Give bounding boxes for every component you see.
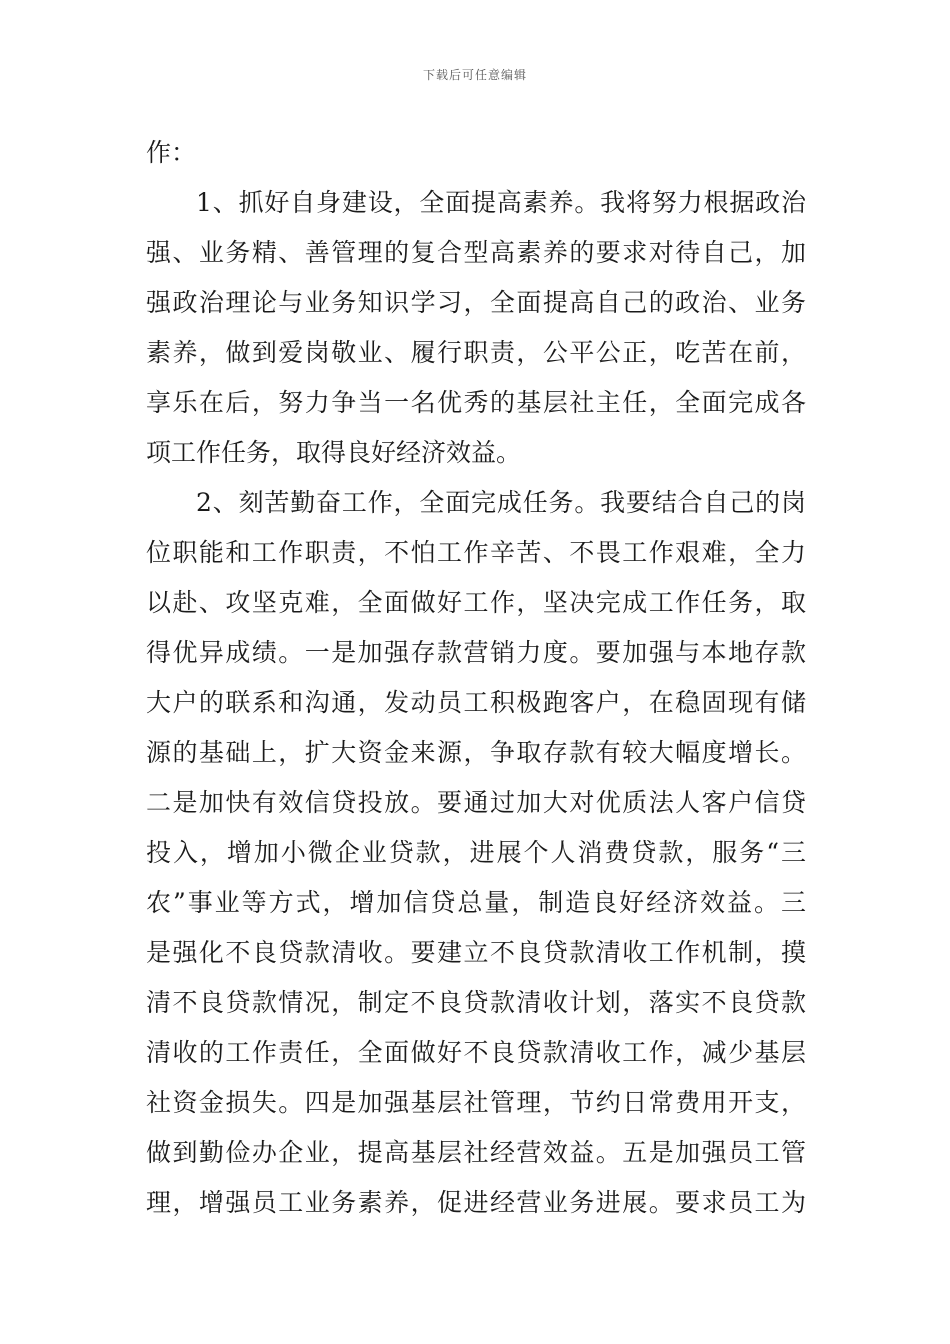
text-line: 理，增强员工业务素养，促进经营业务进展。要求员工为 [146, 1188, 806, 1217]
document-body [146, 128, 806, 1228]
page-header: 下载后可任意编辑 [422, 68, 527, 82]
text-line: 农”事业等方式，增加信贷总量，制造良好经济效益。三 [146, 888, 806, 917]
text-line: 以赴、攻坚克难，全面做好工作，坚决完成工作任务，取 [146, 588, 806, 617]
text-line: 清不良贷款情况，制定不良贷款清收计划，落实不良贷款 [146, 988, 806, 1017]
text-line: 1、抓好自身建设，全面提高素养。我将努力根据政治 [196, 188, 806, 217]
text-line: 得优异成绩。一是加强存款营销力度。要加强与本地存款 [146, 638, 806, 667]
text-line: 源的基础上，扩大资金来源，争取存款有较大幅度增长。 [146, 738, 806, 767]
text-line: 清收的工作责任，全面做好不良贷款清收工作，减少基层 [146, 1038, 806, 1067]
text-line: 社资金损失。四是加强基层社管理，节约日常费用开支， [146, 1088, 806, 1117]
text-line: 素养，做到爱岗敬业、履行职责，公平公正，吃苦在前， [146, 338, 806, 367]
text-line: 强、业务精、善管理的复合型高素养的要求对待自己，加 [146, 238, 806, 267]
text-line: 二是加快有效信贷投放。要通过加大对优质法人客户信贷 [146, 788, 806, 817]
text-line: 做到勤俭办企业，提高基层社经营效益。五是加强员工管 [146, 1138, 806, 1167]
text-line: 2、刻苦勤奋工作，全面完成任务。我要结合自己的岗 [196, 488, 806, 517]
text-line: 享乐在后，努力争当一名优秀的基层社主任，全面完成各 [146, 388, 806, 417]
text-line: 强政治理论与业务知识学习，全面提高自己的政治、业务 [146, 288, 806, 317]
text-line: 位职能和工作职责，不怕工作辛苦、不畏工作艰难，全力 [146, 538, 806, 567]
text-line: 作： [146, 138, 197, 167]
text-line: 大户的联系和沟通，发动员工积极跑客户，在稳固现有储 [146, 688, 806, 717]
text-line: 投入，增加小微企业贷款，进展个人消费贷款，服务“三 [146, 838, 806, 867]
text-line: 是强化不良贷款清收。要建立不良贷款清收工作机制，摸 [146, 938, 806, 967]
text-line: 项工作任务，取得良好经济效益。 [146, 438, 522, 467]
